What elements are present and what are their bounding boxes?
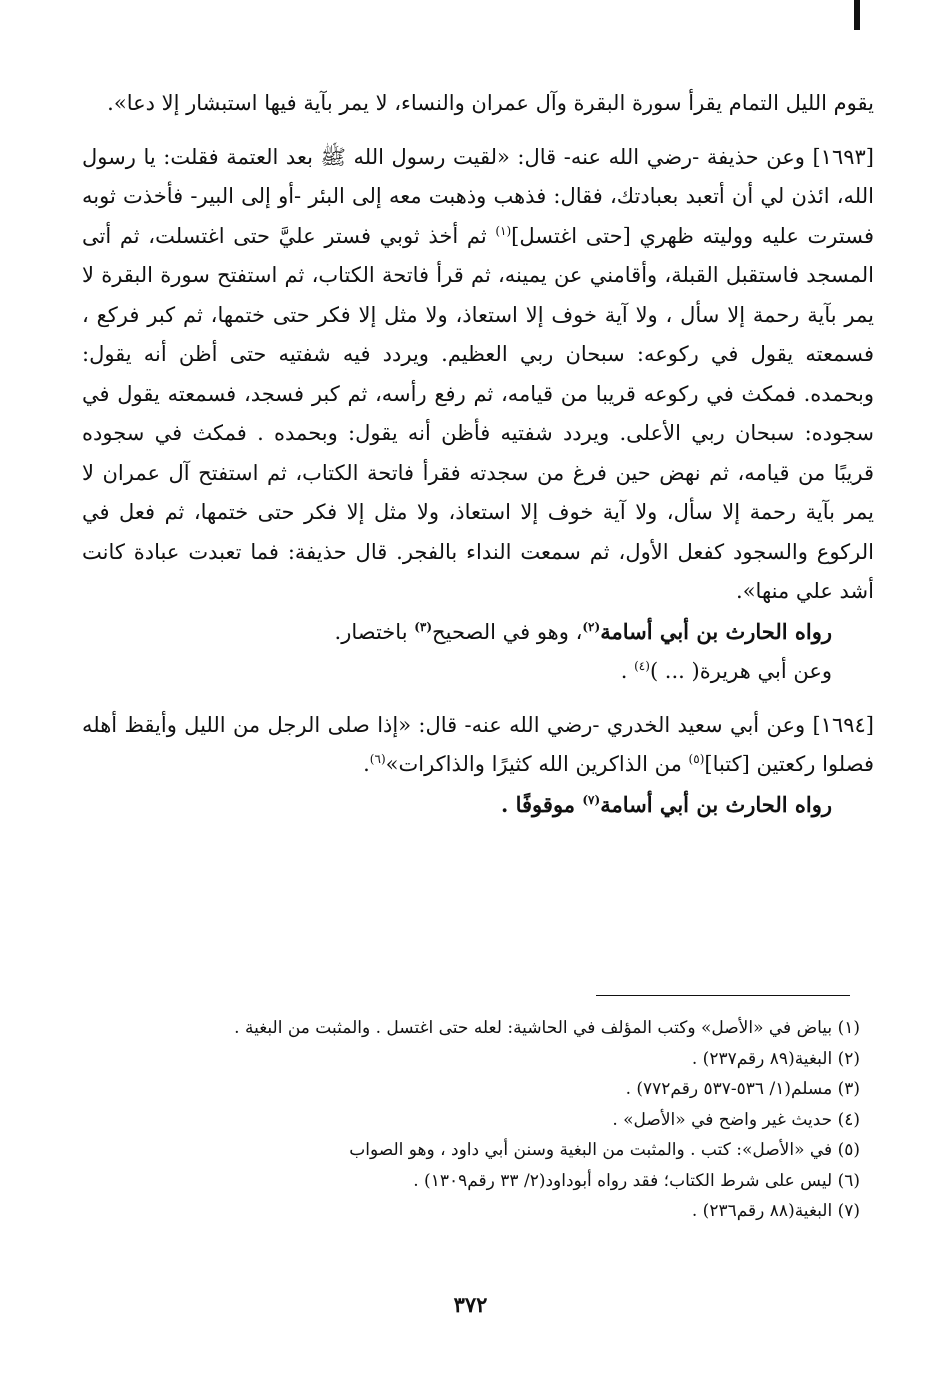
footnotes bbox=[110, 1013, 860, 1227]
footnote-5: (٥) في «الأصل»: كتب . والمثبت من البغية وسنن أبي داود ، وهو الصواب bbox=[349, 1140, 860, 1160]
narration-text: رواه الحارث بن أبي أسامة bbox=[600, 791, 832, 817]
narration-text: وعن أبي هريرة( ... ) bbox=[649, 659, 832, 683]
footnote-ref[interactable]: (٤) bbox=[634, 659, 650, 673]
footnote-ref[interactable]: (٦) bbox=[369, 752, 386, 766]
footnote-ref[interactable]: (٣) bbox=[414, 619, 433, 634]
narration-line bbox=[82, 652, 874, 692]
narration-line bbox=[82, 612, 874, 653]
footnote-3: (٣) مسلم(١/ ٥٣٦-٥٣٧ رقم٧٧٢) . bbox=[625, 1079, 860, 1099]
hadith-1694 bbox=[82, 706, 874, 785]
footnote-4: (٤) حديث غير واضح في «الأصل» . bbox=[612, 1109, 860, 1130]
narration-text: رواه الحارث بن أبي أسامة bbox=[600, 618, 832, 644]
footnote-6: (٦) ليس على شرط الكتاب؛ فقد رواه أبوداود(٢/ ٣٣ رقم١٣٠٩) . bbox=[413, 1170, 860, 1191]
paragraph-text: ثم أخذ ثوبي فستر عليَّ حتى اغتسلت، ثم أتى المسجد فاستقبل القبلة، وأقامني عن يمينه، ثم قرأ فاتحة الكتاب، ثم استفتح سورة البقرة لا يمر بآية رحمة إلا سأل ، ولا آية خوف إلا استعاذ، ولا مثل إلا فكر حتى ختمها، ثم كبر فركع ، فسمعته يقول في ركوعه: سبحان ربي العظيم. ويردد فيه شفتيه حتى أظن أنه يقول: وبحمده. فمكث في ركوعه قريبا من قيامه، ثم رفع رأسه، ثم كبر فسجد، فسمعته يقول في سجوده: سبحان ربي الأعلى. ويردد شفتيه فأظن أنه يقول: وبحمده . فمكث في سجوده قريبًا من قيامه، ثم نهض حين فرغ من سجدته فقرأ فاتحة الكتاب، ثم استفتح آل عمران لا يمر بآية رحمة إلا سأل، ولا آية خوف إلا استعاذ، ولا مثل إلا فكر حتى ختمها، ثم فعل في الركوع والسجود كفعل الأول، ثم سمعت النداء بالفجر. قال حذيفة: فما تعبدت عبادة كانت أشد علي منها». bbox=[82, 223, 874, 603]
paragraph-continuation bbox=[82, 84, 874, 124]
narration-text: موقوفًا . bbox=[501, 791, 583, 817]
narration-text: . bbox=[620, 659, 635, 683]
footnote-ref[interactable]: (٥) bbox=[688, 752, 705, 766]
footnote-ref[interactable]: (٢) bbox=[582, 619, 601, 634]
narration-text: باختصار. bbox=[334, 619, 415, 644]
paragraph-text: [١٦٩٤] وعن أبي سعيد الخدري -رضي الله عنه- قال: «إذا صلى الرجل من الليل وأيقظ أهله فصلوا ركعتين [كتبا] bbox=[82, 712, 874, 776]
paragraph-text: من الذاكرين الله كثيرًا والذاكرات» bbox=[385, 752, 689, 776]
scan-edge-mark bbox=[854, 0, 860, 30]
narration-text: ، وهو في الصحيح bbox=[432, 619, 583, 644]
footnote-1: (١) بياض في «الأصل» وكتب المؤلف في الحاشية: لعله حتى اغتسل . والمثبت من البغية . bbox=[234, 1018, 860, 1038]
hadith-1693 bbox=[82, 138, 874, 612]
footnote-ref[interactable]: (٧) bbox=[582, 792, 601, 807]
page-number: ٣٧٢ bbox=[453, 1292, 488, 1317]
footnote-7: (٧) البغية(٨٨ رقم٢٣٦) . bbox=[691, 1201, 860, 1221]
paragraph-text: . bbox=[363, 752, 370, 776]
footnote-ref[interactable]: (١) bbox=[495, 223, 512, 238]
paragraph-text: [١٦٩٣] وعن حذيفة -رضي الله عنه- قال: «لقيت رسول الله ﷺ بعد العتمة فقلت: يا رسول الله، ائذن لي أن أتعبد بعبادتك، فقال: فذهب وذهبت معه إلى البئر -أو إلى البير- فأخذت ثوبه فسترت عليه ووليته ظهري [حتى اغتسل] bbox=[82, 144, 874, 248]
paragraph-text: يقوم الليل التمام يقرأ سورة البقرة وآل عمران والنساء، لا يمر بآية فيها استبشار إلا دعا». bbox=[107, 91, 874, 115]
narration-line bbox=[82, 785, 874, 825]
main-text bbox=[82, 84, 874, 824]
footnote-2: (٢) البغية(٨٩ رقم٢٣٧) . bbox=[691, 1048, 860, 1069]
footnote-divider bbox=[596, 995, 850, 996]
